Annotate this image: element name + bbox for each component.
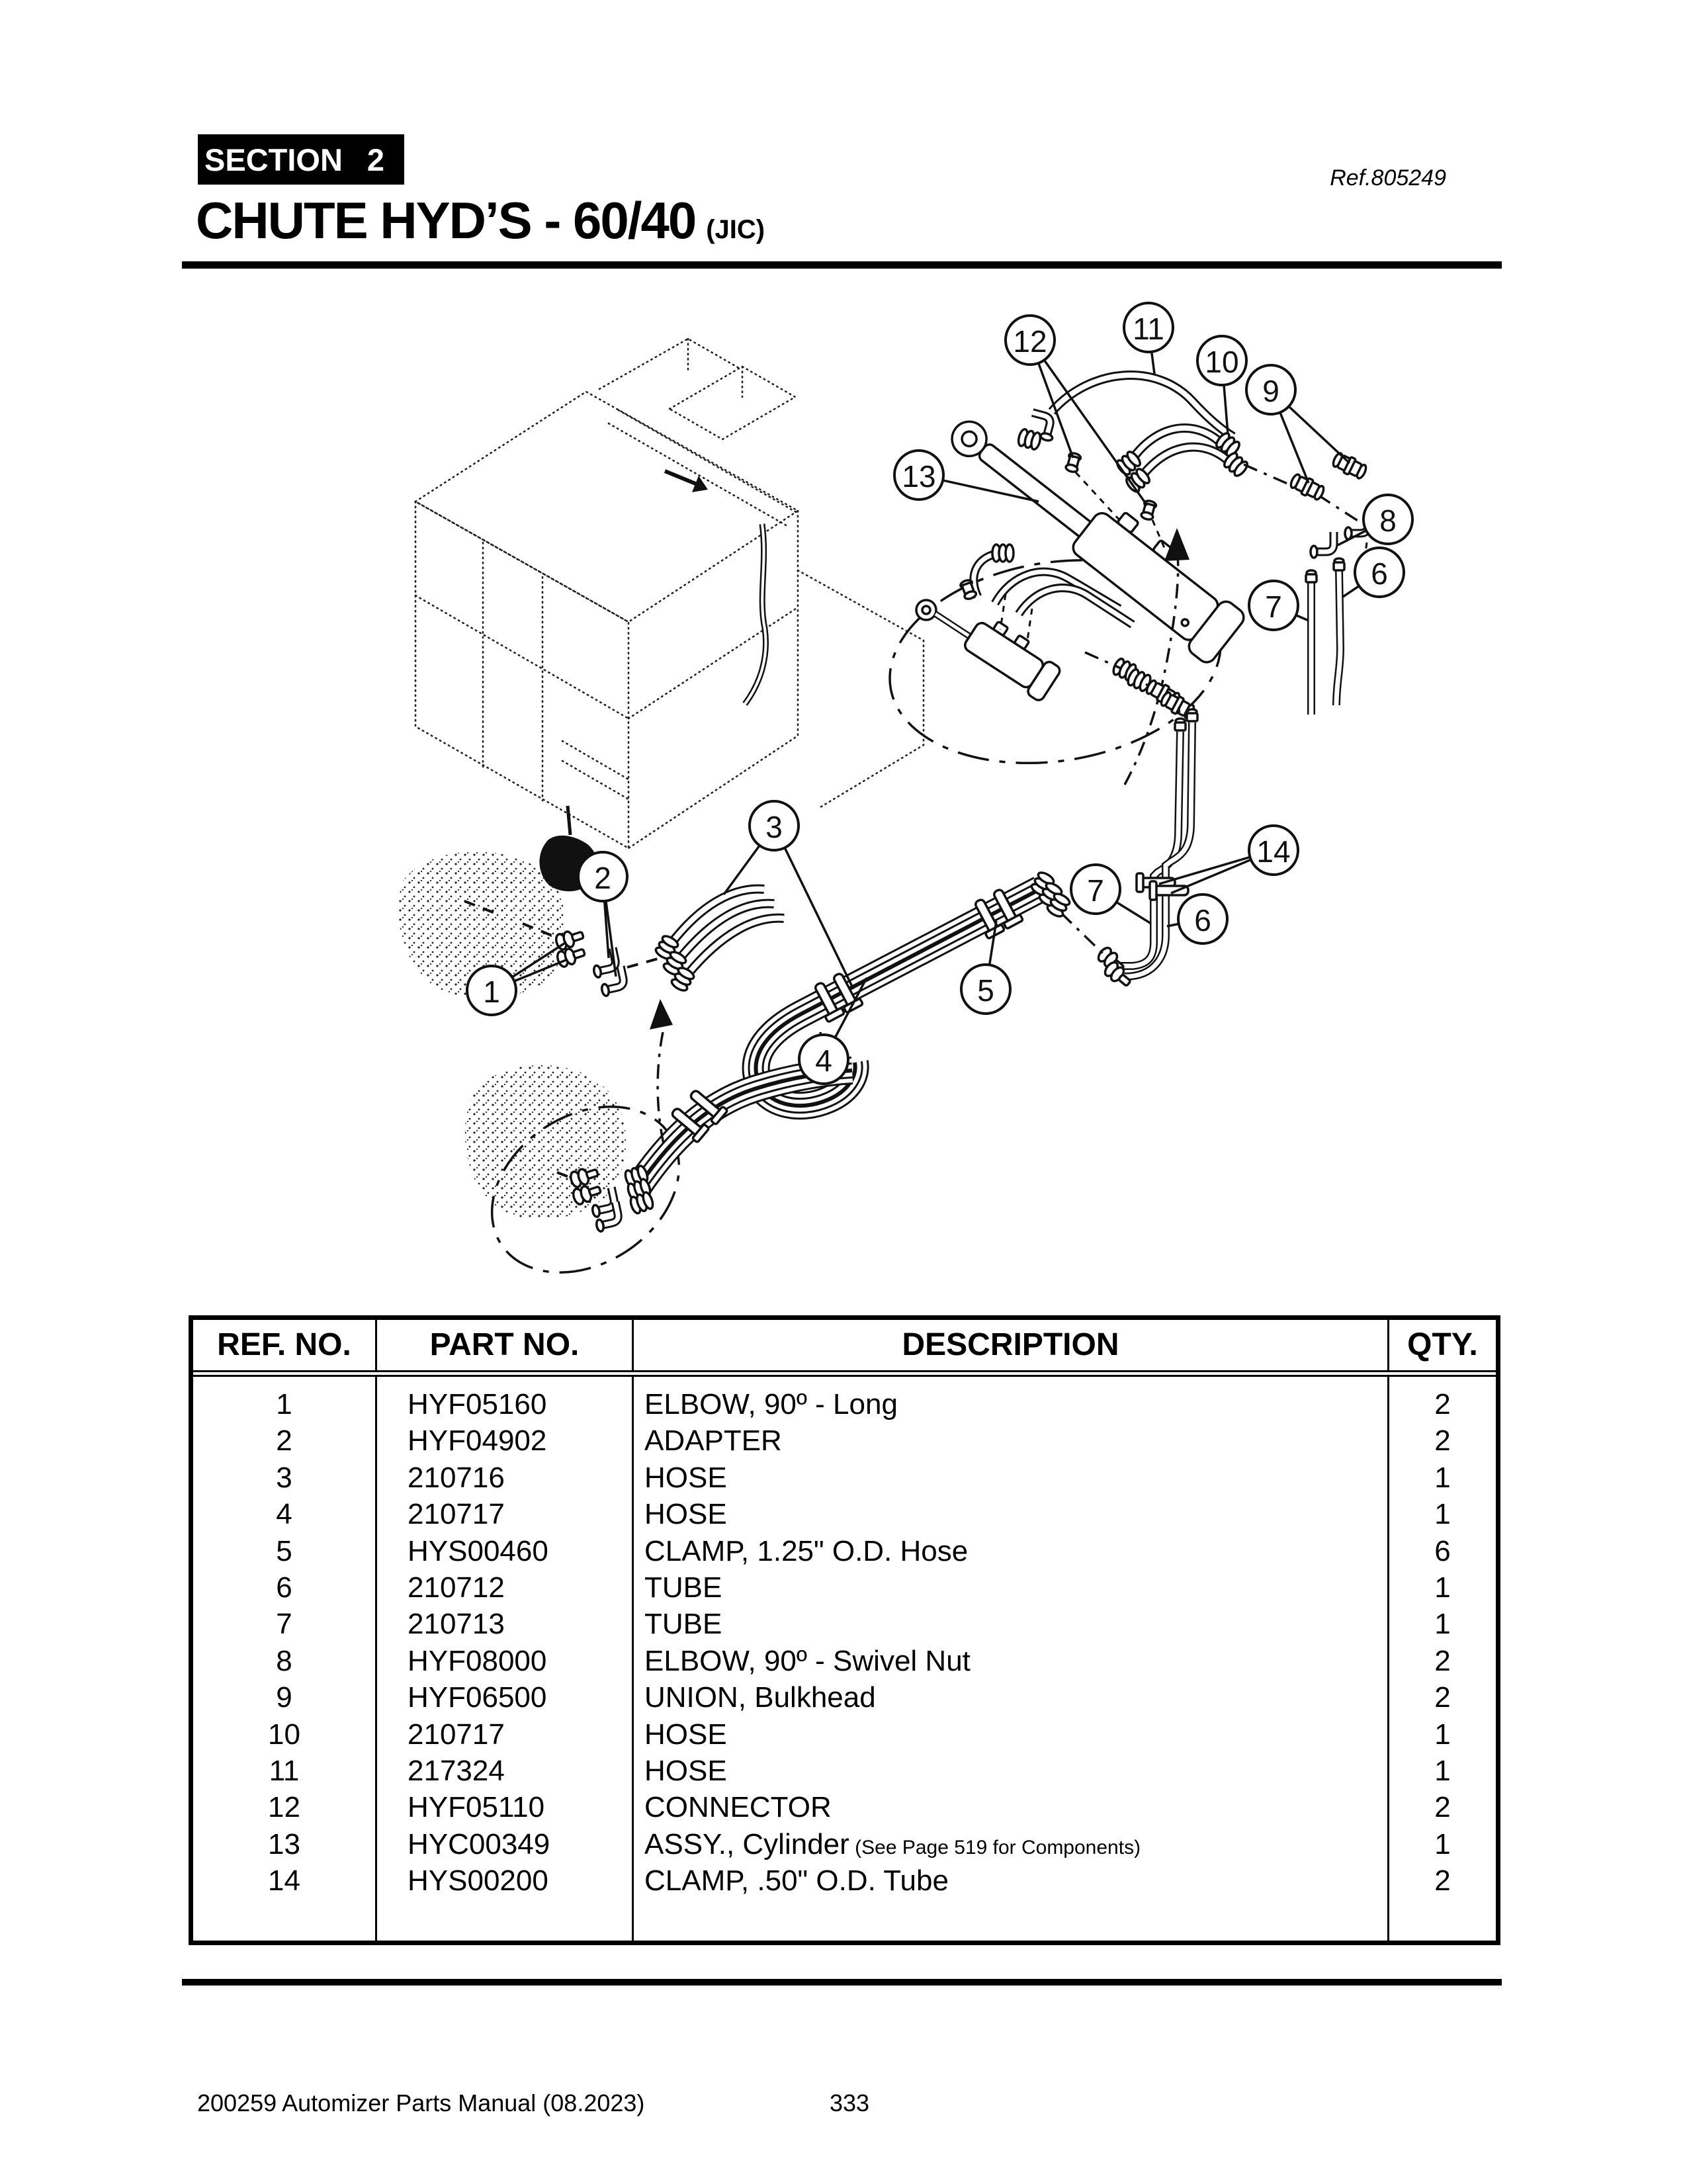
table-cell: 210716 — [408, 1461, 505, 1494]
description-note: (See Page 519 for Components) — [849, 1836, 1141, 1858]
table-cell: ASSY., Cylinder (See Page 519 for Components) — [644, 1827, 1141, 1860]
table-cell: HYF05160 — [408, 1388, 547, 1420]
tubes-6-7-middle — [1061, 709, 1197, 990]
table-cell: 11 — [269, 1754, 300, 1787]
callout-number: 1 — [483, 975, 500, 1009]
callout-number: 10 — [1205, 345, 1239, 379]
callout-number: 8 — [1379, 503, 1397, 538]
table-cell: HYF05110 — [408, 1791, 545, 1824]
table-cell: ELBOW, 90º - Long — [644, 1388, 898, 1420]
table-cell: 6 — [1434, 1534, 1451, 1567]
footer-page-number: 333 — [829, 2089, 870, 2117]
table-cell: 210717 — [408, 1718, 505, 1751]
col-header-qty: QTY. — [1407, 1327, 1478, 1362]
tubes-6-7-top — [1306, 558, 1344, 715]
table-cell: HOSE — [644, 1754, 727, 1787]
column-ref-no — [193, 1377, 377, 1941]
callout-number: 6 — [1371, 556, 1388, 591]
callout-number: 13 — [902, 459, 936, 494]
table-cell: 10 — [268, 1718, 300, 1751]
col-header-ref-no: REF. NO. — [193, 1320, 377, 1370]
table-cell: 2 — [1434, 1791, 1451, 1824]
table-cell: HOSE — [644, 1498, 727, 1531]
page-title: CHUTE HYD’S - 60/40 — [196, 191, 696, 249]
callout-number: 3 — [765, 810, 783, 844]
table-cell: 1 — [1434, 1827, 1451, 1860]
table-cell: 1 — [1434, 1571, 1451, 1604]
table-cell: 1 — [1434, 1608, 1451, 1641]
hose-10-pair — [1115, 428, 1249, 494]
table-cell: 3 — [276, 1461, 292, 1494]
page-title-row — [196, 191, 765, 251]
hose-11 — [1017, 375, 1233, 451]
table-cell: 5 — [276, 1534, 292, 1567]
parts-diagram — [357, 284, 1522, 1303]
table-cell: 2 — [1434, 1644, 1451, 1677]
table-cell: ELBOW, 90º - Swivel Nut — [644, 1644, 971, 1677]
table-cell: 210717 — [408, 1498, 505, 1531]
table-cell: CONNECTOR — [644, 1791, 832, 1824]
table-cell: ADAPTER — [644, 1424, 782, 1458]
table-cell: 1 — [1434, 1461, 1451, 1494]
table-cell: 2 — [1434, 1424, 1451, 1458]
table-cell: 7 — [276, 1608, 292, 1641]
table-cell: 2 — [276, 1424, 292, 1458]
column-description — [634, 1377, 1389, 1941]
section-number: 2 — [367, 142, 384, 177]
callout-number: 14 — [1256, 834, 1291, 869]
col-header-description: DESCRIPTION — [634, 1320, 1389, 1370]
footer-manual-label: 200259 Automizer Parts Manual (08.2023) — [197, 2089, 645, 2117]
reference-number: Ref.805249 — [1330, 165, 1446, 191]
hose-ends-3 — [654, 889, 784, 993]
table-cell: HOSE — [644, 1461, 727, 1494]
column-part-no — [377, 1377, 634, 1941]
callout-number: 7 — [1087, 873, 1104, 908]
table-cell: HYF06500 — [408, 1681, 547, 1714]
callout-number: 9 — [1262, 374, 1279, 408]
table-cell: TUBE — [644, 1608, 722, 1641]
callout-number: 2 — [594, 861, 611, 895]
table-cell: HYC00349 — [408, 1827, 550, 1860]
table-cell: 4 — [276, 1498, 292, 1531]
table-cell: HOSE — [644, 1718, 727, 1751]
table-cell: 14 — [268, 1864, 300, 1898]
table-cell: TUBE — [644, 1571, 722, 1604]
callout-number: 5 — [977, 973, 994, 1008]
table-cell: 1 — [276, 1388, 292, 1420]
table-cell: 1 — [1434, 1754, 1451, 1787]
callout-number: 6 — [1194, 903, 1211, 938]
table-cell: 1 — [1434, 1718, 1451, 1751]
machine-outline-sketch — [415, 339, 924, 848]
column-qty — [1389, 1377, 1496, 1941]
table-cell: HYF08000 — [408, 1644, 547, 1677]
callout-number: 4 — [815, 1043, 832, 1078]
table-cell: 13 — [268, 1827, 300, 1860]
section-badge — [198, 134, 404, 185]
table-cell: HYS00200 — [408, 1864, 548, 1898]
table-cell: 2 — [1434, 1681, 1451, 1714]
table-cell: HYF04902 — [408, 1424, 547, 1458]
footer-rule — [182, 1979, 1502, 1986]
col-header-part-no: PART NO. — [377, 1320, 634, 1370]
parts-table-body — [193, 1377, 1496, 1941]
header-rule — [182, 261, 1502, 269]
lower-valve-stipple — [465, 1065, 627, 1219]
table-cell: 2 — [1434, 1864, 1451, 1898]
callout-leader — [774, 826, 853, 989]
callout-number: 11 — [1133, 312, 1164, 346]
table-cell: 210712 — [408, 1571, 505, 1604]
table-cell: UNION, Bulkhead — [644, 1681, 876, 1714]
table-cell: HYS00460 — [408, 1534, 548, 1567]
table-cell: 12 — [268, 1791, 300, 1824]
table-cell: 1 — [1434, 1498, 1451, 1531]
machine-hydraulic-line — [539, 471, 765, 891]
table-cell: 217324 — [408, 1754, 505, 1787]
parts-table-header — [193, 1320, 1496, 1377]
parts-table — [189, 1315, 1500, 1945]
page-title-suffix: (JIC) — [706, 215, 765, 244]
callout-number: 7 — [1265, 590, 1282, 624]
table-cell: CLAMP, .50" O.D. Tube — [644, 1864, 949, 1898]
table-cell: 6 — [276, 1571, 292, 1604]
table-cell: 2 — [1434, 1388, 1451, 1420]
callout-number: 12 — [1013, 324, 1047, 359]
table-cell: 9 — [276, 1681, 292, 1714]
table-cell: 210713 — [408, 1608, 505, 1641]
table-cell: 8 — [276, 1644, 292, 1677]
table-cell: CLAMP, 1.25" O.D. Hose — [644, 1534, 969, 1567]
section-label: SECTION — [204, 142, 343, 177]
